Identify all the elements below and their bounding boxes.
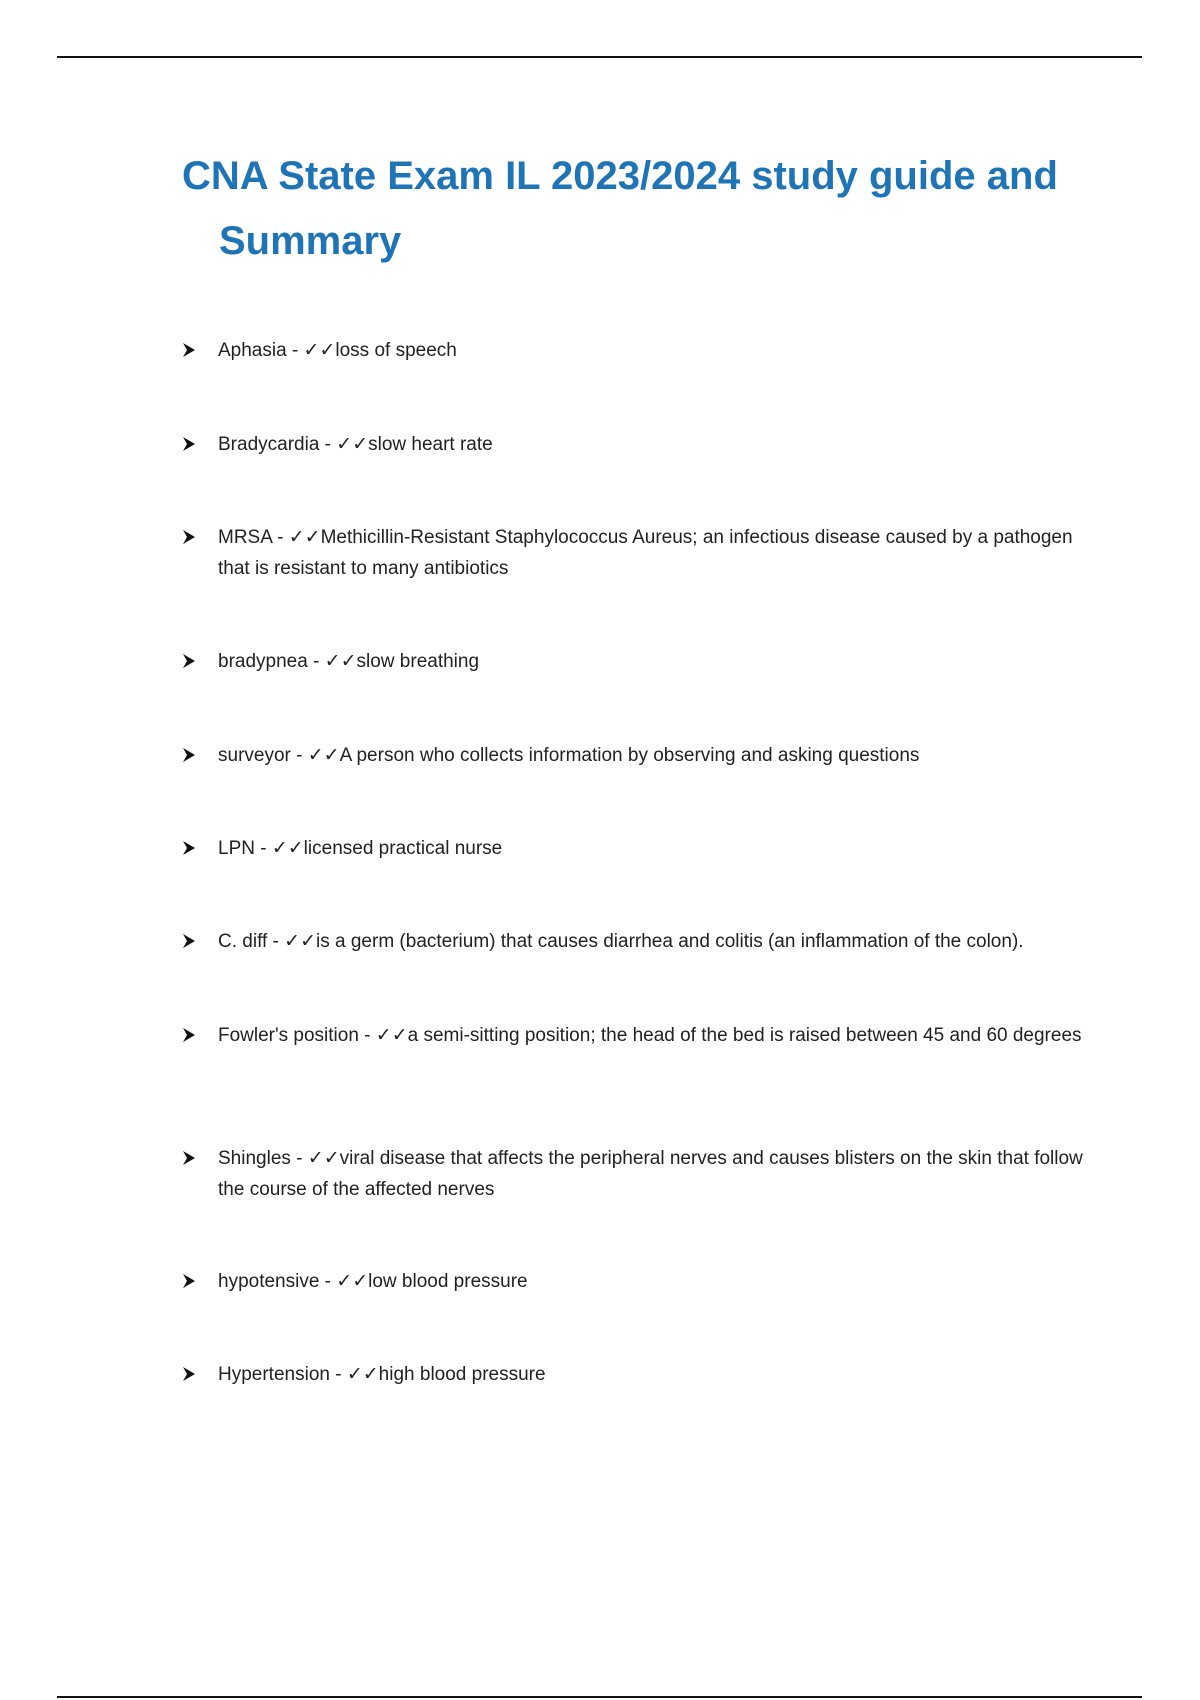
term-text: hypotensive - ✓✓low blood pressure [218, 1271, 528, 1292]
list-item [182, 926, 1102, 957]
footer-rule [57, 1696, 1142, 1698]
arrow-bullet-icon [182, 529, 196, 545]
list-item [182, 740, 1102, 771]
term-text: Shingles - ✓✓viral disease that affects the peripheral nerves and causes blisters on the skin that follow the course of the affected nerves [218, 1148, 1083, 1200]
arrow-bullet-icon [182, 840, 196, 856]
list-item [182, 429, 1102, 460]
arrow-bullet-icon [182, 933, 196, 949]
list-item [182, 335, 1102, 366]
term-text: LPN - ✓✓licensed practical nurse [218, 838, 503, 859]
term-text: Fowler's position - ✓✓a semi-sitting position; the head of the bed is raised between 45 and 60 degrees [218, 1025, 1082, 1046]
term-text: surveyor - ✓✓A person who collects information by observing and asking questions [218, 745, 920, 766]
term-text: bradypnea - ✓✓slow breathing [218, 651, 480, 672]
arrow-bullet-icon [182, 342, 196, 358]
term-text: C. diff - ✓✓is a germ (bacterium) that causes diarrhea and colitis (an inflammation of the colon). [218, 931, 1024, 952]
arrow-bullet-icon [182, 1273, 196, 1289]
document-title: CNA State Exam IL 2023/2024 study guide and Summary [182, 154, 1058, 263]
term-text: Hypertension - ✓✓high blood pressure [218, 1364, 546, 1385]
list-item [182, 1266, 1102, 1297]
arrow-bullet-icon [182, 436, 196, 452]
term-text: Bradycardia - ✓✓slow heart rate [218, 434, 493, 455]
arrow-bullet-icon [182, 1366, 196, 1382]
header-rule [57, 56, 1142, 58]
arrow-bullet-icon [182, 1027, 196, 1043]
arrow-bullet-icon [182, 1150, 196, 1166]
list-item [182, 522, 1102, 584]
term-text: MRSA - ✓✓Methicillin-Resistant Staphylococcus Aureus; an infectious disease caused by a pathogen that is resistant to many antibiotics [218, 527, 1073, 579]
list-item [182, 833, 1102, 864]
list-item [182, 646, 1102, 677]
list-item [182, 1020, 1102, 1051]
arrow-bullet-icon [182, 747, 196, 763]
term-text: Aphasia - ✓✓loss of speech [218, 340, 457, 361]
list-item [182, 1143, 1102, 1205]
list-item [182, 1359, 1102, 1390]
arrow-bullet-icon [182, 653, 196, 669]
